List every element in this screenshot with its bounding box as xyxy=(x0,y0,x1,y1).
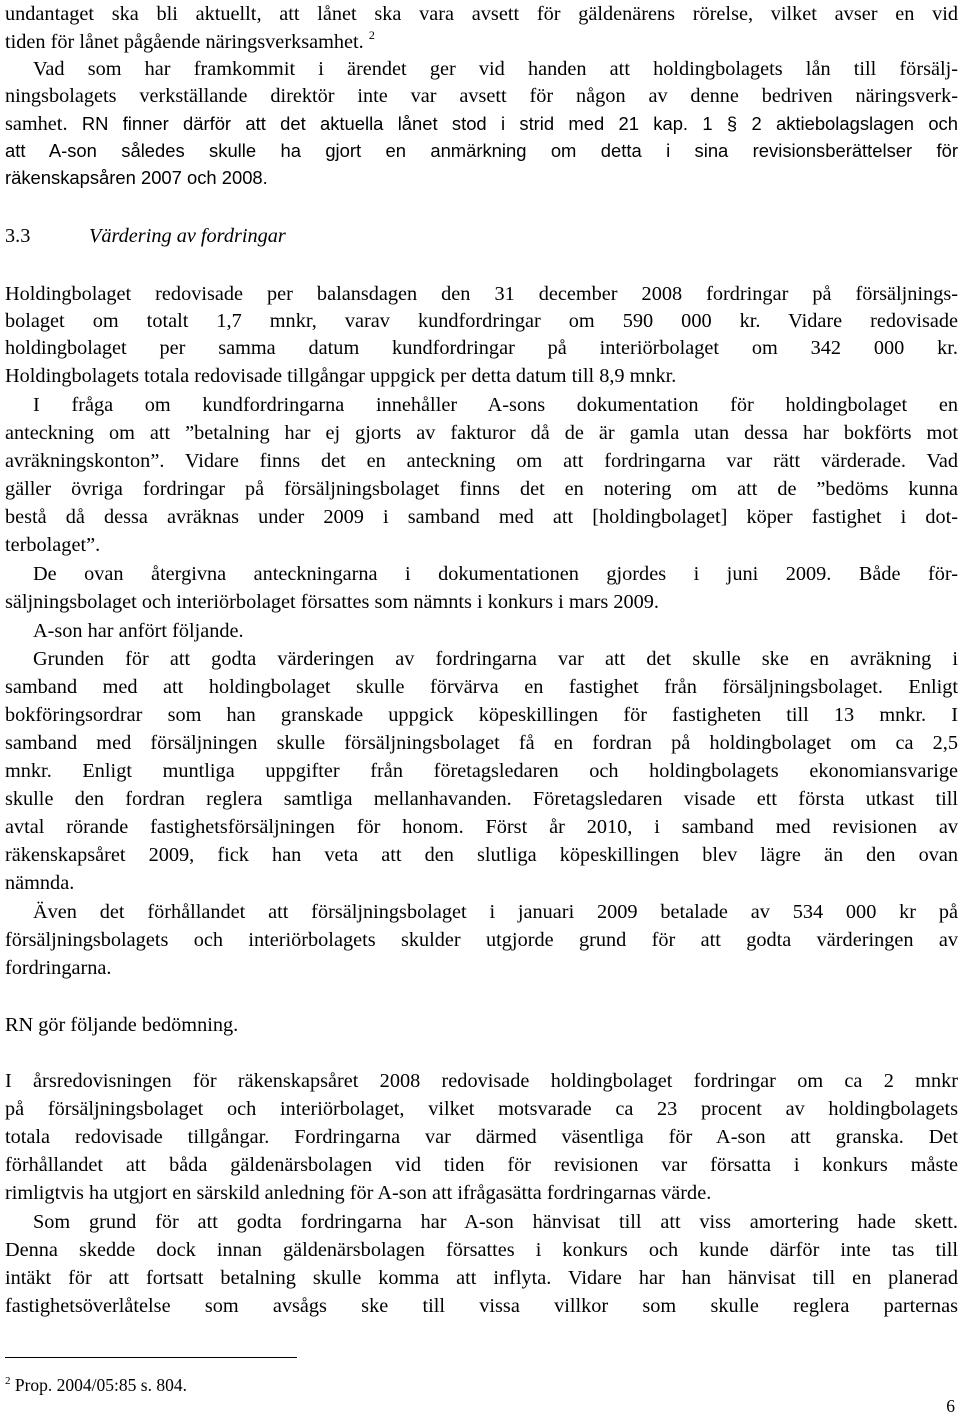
text-line: I årsredovisningen för räkenskapsåret 2008 redovisade holdingbolaget fordringar om ca 2 mnkr xyxy=(5,1070,958,1092)
text-line: skulle den fordran reglera samtliga mellanhavanden. Företagsledaren visade ett första utkast till xyxy=(5,788,958,810)
text-line: avräkningskonton”. Vidare finns det en anteckning om att fordringarna var rätt värderade. Vad xyxy=(5,450,958,472)
page-number: 6 xyxy=(946,1396,955,1416)
text-line: anteckning om att ”betalning har ej gjorts av fakturor då de är gamla utan dessa har bokförts mot xyxy=(5,422,958,444)
text-line: Även det förhållandet att försäljningsbolaget i januari 2009 betalade av 534 000 kr på xyxy=(33,901,958,923)
footnote-text: Prop. 2004/05:85 s. 804. xyxy=(14,1375,187,1395)
text-line: fastighetsöverlåtelse som avsågs ske till vissa villkor som skulle reglera parternas xyxy=(5,1295,958,1317)
text-line: bestå då dessa avräknas under 2009 i samband med att [holdingbolaget] köper fastighet i dot- xyxy=(5,506,958,528)
section-heading xyxy=(5,222,286,250)
text-line: fordringarna. xyxy=(5,957,112,979)
text-line xyxy=(5,110,958,138)
text-line: nämnda. xyxy=(5,872,75,894)
text-line: I fråga om kundfordringarna innehåller A-sons dokumentation för holdingbolaget en xyxy=(33,394,958,416)
text-line: samband med att holdingbolaget skulle förvärva en fastighet från försäljningsbolaget. Enligt xyxy=(5,676,958,698)
text-line: bolaget om totalt 1,7 mnkr, varav kundfordringar om 590 000 kr. Vidare redovisade xyxy=(5,310,958,332)
text-line: mnkr. Enligt muntliga uppgifter från företagsledaren och holdingbolagets ekonomiansvarige xyxy=(5,760,958,782)
text-line: totala redovisade tillgångar. Fordringarna var därmed väsentliga för A-son att granska. Det xyxy=(5,1126,958,1148)
text-line: Vad som har framkommit i ärendet ger vid handen att holdingbolagets lån till försälj- xyxy=(33,58,958,80)
text-line: försäljningsbolagets och interiörbolagets skulder utgjorde grund för att godta värderingen av xyxy=(5,929,958,951)
footnote-marker: 2 xyxy=(5,1375,11,1387)
text-line: undantaget ska bli aktuellt, att lånet ska vara avsett för gäldenärens rörelse, vilket avser en vid xyxy=(5,3,958,25)
text-span: tiden för lånet pågående näringsverksamhet. xyxy=(5,31,364,53)
text-line: avtal rörande fastighetsförsäljningen för honom. Först år 2010, i samband med revisionen av xyxy=(5,816,958,838)
text-line: RN gör följande bedömning. xyxy=(5,1014,239,1036)
text-line: A-son har anfört följande. xyxy=(33,620,244,642)
text-line: räkenskapsåren 2007 och 2008. xyxy=(5,167,268,188)
text-line: De ovan återgivna anteckningarna i dokumentationen gjordes i juni 2009. Både för- xyxy=(33,563,958,585)
text-line: terbolaget”. xyxy=(5,534,101,556)
section-title: Värdering av fordringar xyxy=(89,225,286,247)
text-line xyxy=(5,28,958,56)
text-line: bokföringsordrar som han granskade uppgick köpeskillingen för fastigheten till 13 mnkr. I xyxy=(5,704,958,726)
text-line: holdingbolaget per samma datum kundfordringar på interiörbolaget om 342 000 kr. xyxy=(5,337,958,359)
text-line: ningsbolagets verkställande direktör inte var avsett för någon av denne bedriven näringsverk- xyxy=(5,85,958,107)
text-line: Grunden för att godta värderingen av fordringarna var att det skulle ske en avräkning i xyxy=(33,648,958,670)
footnote-separator xyxy=(5,1357,297,1358)
text-line: att A-son således skulle ha gjort en anmärkning om detta i sina revisionsberättelser för xyxy=(5,140,958,161)
text-line: Som grund för att godta fordringarna har A-son hänvisat till att viss amortering hade skett. xyxy=(33,1211,958,1233)
text-line: intäkt för att fortsatt betalning skulle komma att inflyta. Vidare har han hänvisat till en planerad xyxy=(5,1267,958,1289)
text-span: samhet. xyxy=(5,113,68,135)
footnote xyxy=(5,1373,187,1397)
text-line: gäller övriga fordringar på försäljningsbolaget finns det en notering om att de ”bedöms kunna xyxy=(5,478,958,500)
text-line: förhållandet att båda gäldenärsbolagen vid tiden för revisionen var försatta i konkurs måste xyxy=(5,1154,958,1176)
section-number: 3.3 xyxy=(5,225,31,247)
text-line: säljningsbolaget och interiörbolaget försattes som nämnts i konkurs i mars 2009. xyxy=(5,591,659,613)
text-line: samband med försäljningen skulle försäljningsbolaget få en fordran på holdingbolaget om ca 2,5 xyxy=(5,732,958,754)
text-line: Denna skedde dock innan gäldenärsbolagen försattes i konkurs och kunde därför inte tas till xyxy=(5,1239,958,1261)
text-line: Holdingbolaget redovisade per balansdagen den 31 december 2008 fordringar på försäljnings- xyxy=(5,283,958,305)
text-line: Holdingbolagets totala redovisade tillgångar uppgick per detta datum till 8,9 mnkr. xyxy=(5,365,677,387)
text-line: på försäljningsbolaget och interiörbolaget, vilket motsvarade ca 23 procent av holdingbolagets xyxy=(5,1098,958,1120)
footnote-reference: 2 xyxy=(368,28,375,42)
text-span: RN finner därför att det aktuella lånet stod i strid med 21 kap. 1 § 2 aktiebolagslagen och xyxy=(81,113,958,134)
text-line: räkenskapsåret 2009, fick han veta att den slutliga köpeskillingen blev lägre än den ovan xyxy=(5,844,958,866)
text-line: rimligtvis ha utgjort en särskild anledning för A-son att ifrågasätta fordringarnas värde. xyxy=(5,1182,712,1204)
